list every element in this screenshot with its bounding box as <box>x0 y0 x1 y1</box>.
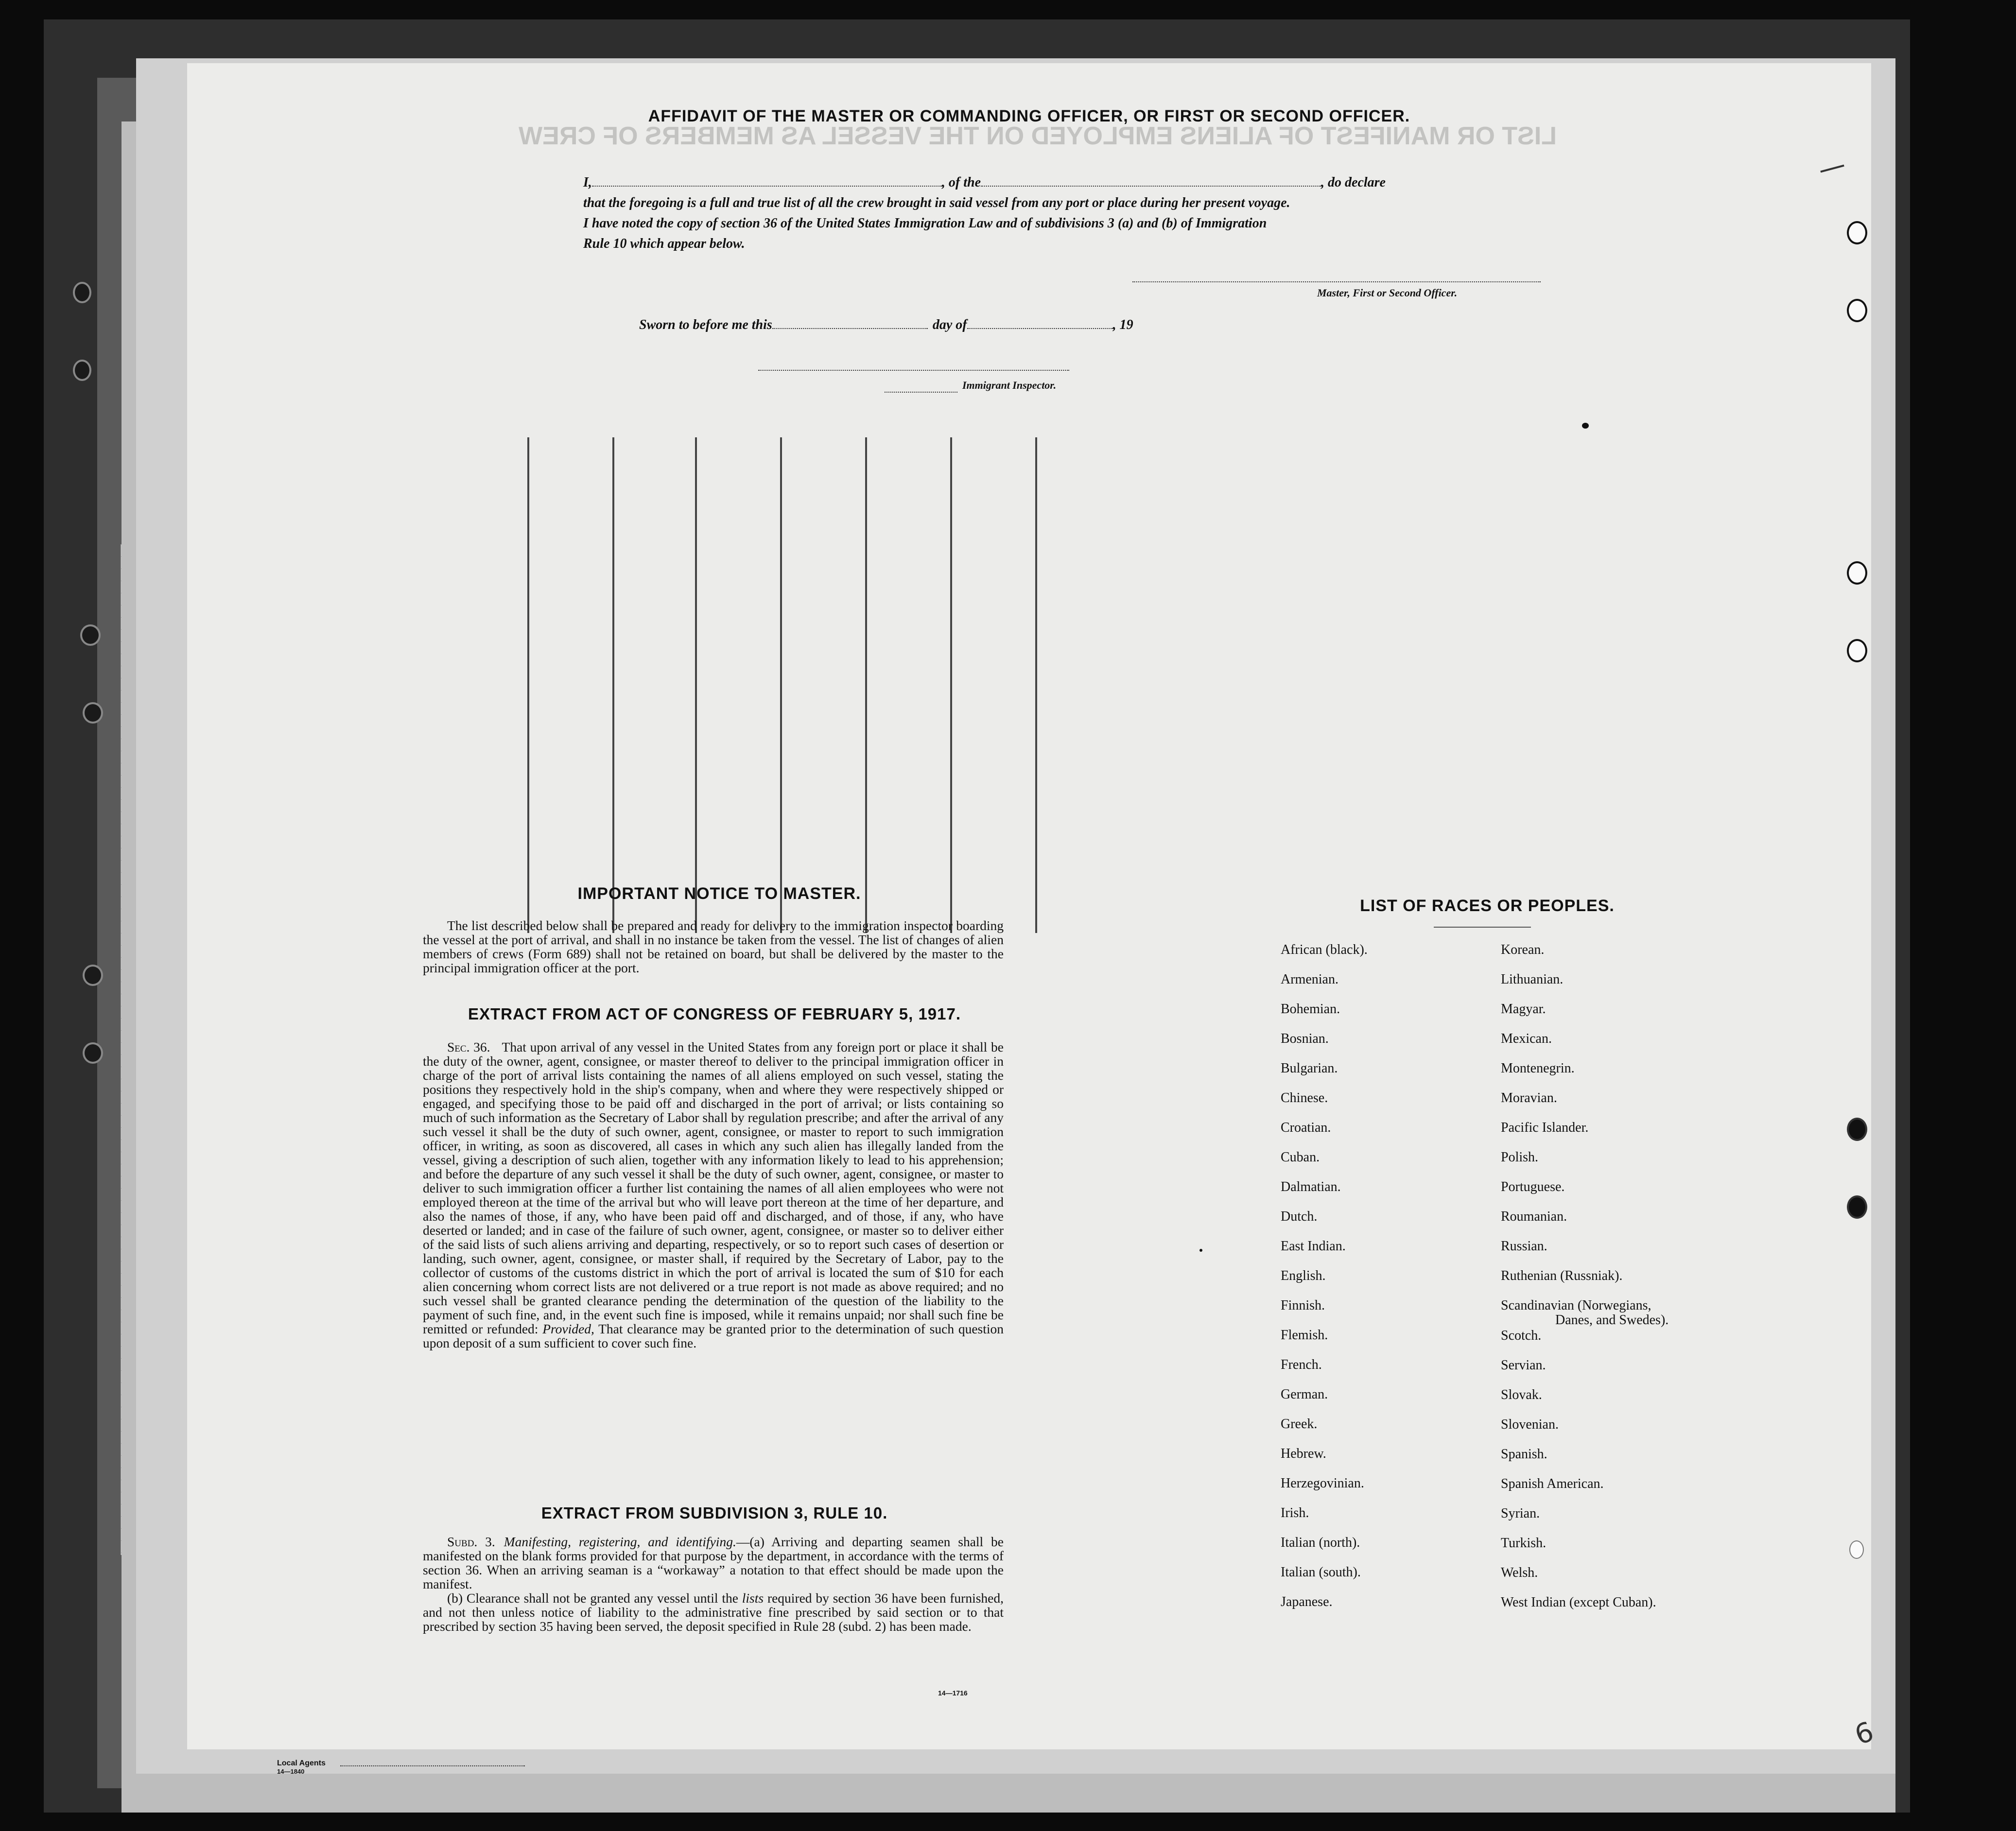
race-item: Slovak. <box>1501 1387 1542 1402</box>
inspector-signature-line-2[interactable] <box>885 391 957 393</box>
extract-rule-text <box>423 1535 1004 1633</box>
ink-speck <box>1199 1249 1202 1252</box>
subd-para-b-end: required by section 36 have been furnished, and not then unless notice of liability to the administrative fine prescribed by said section or to that prescribed by section 35 having been served, the deposit specified in Rule 28 (subd. 2) has been made. <box>423 1590 1004 1634</box>
punch-hole <box>1847 639 1867 662</box>
affidavit-line-3: I have noted the copy of section 36 of the United States Immigration Law and of subdivisions 3 (a) and (b) of Immigration <box>583 216 1267 231</box>
subd-para-b-start: (b) Clearance shall not be granted any vessel until the <box>447 1590 738 1606</box>
table-rule <box>527 437 529 933</box>
table-rule <box>612 437 614 933</box>
affidavit-i: I, <box>583 175 592 190</box>
race-item: Turkish. <box>1501 1536 1547 1551</box>
table-rule <box>695 437 697 933</box>
race-item: Ruthenian (Russniak). <box>1501 1268 1623 1283</box>
race-item: Portuguese. <box>1501 1179 1565 1194</box>
subd-heading: Manifesting, registering, and identifying. <box>504 1534 736 1549</box>
race-item: Flemish. <box>1281 1328 1328 1343</box>
race-item: Hebrew. <box>1281 1446 1326 1461</box>
extract-act-title: EXTRACT FROM ACT OF CONGRESS OF FEBRUARY 5, 1917. <box>468 1005 961 1023</box>
binder-ring-hole <box>80 624 101 646</box>
race-item: East Indian. <box>1281 1239 1346 1254</box>
punch-hole <box>1849 1540 1864 1559</box>
race-item: French. <box>1281 1357 1322 1372</box>
race-item: Croatian. <box>1281 1120 1331 1135</box>
vessel-blank[interactable] <box>981 186 1321 187</box>
name-blank[interactable] <box>592 186 942 187</box>
sworn-year: , 19 <box>1112 317 1133 332</box>
extract-act-text <box>423 1040 1004 1350</box>
sworn-text: Sworn to before me this <box>639 317 772 332</box>
inspector-signature-line[interactable] <box>758 369 1069 371</box>
race-item: Cuban. <box>1281 1150 1320 1165</box>
race-item: Polish. <box>1501 1150 1539 1165</box>
master-signature-label: Master, First or Second Officer. <box>1317 287 1458 299</box>
race-item: Scotch. <box>1501 1328 1542 1343</box>
races-title: LIST OF RACES OR PEOPLES. <box>1360 897 1615 915</box>
punch-hole <box>1847 1118 1867 1141</box>
punch-hole <box>1847 1195 1867 1219</box>
form-number: 14—1716 <box>938 1689 968 1697</box>
race-item: Slovenian. <box>1501 1417 1559 1432</box>
race-item: Herzegovinian. <box>1281 1476 1364 1491</box>
race-item: Scandinavian (Norwegians, <box>1501 1298 1651 1313</box>
notice-text <box>423 918 1004 975</box>
race-item: Bulgarian. <box>1281 1061 1338 1076</box>
punch-hole <box>1847 299 1867 322</box>
table-rule <box>780 437 782 933</box>
table-rule <box>865 437 867 933</box>
race-item: Japanese. <box>1281 1594 1333 1609</box>
table-rule <box>950 437 952 933</box>
sworn-month-blank[interactable] <box>967 328 1113 329</box>
affidavit-line-2: that the foregoing is a full and true list of all the crew brought in said vessel from any port or place during her present voyage. <box>583 195 1290 210</box>
sec-label: Sec. 36. <box>447 1039 490 1054</box>
inspector-signature-label: Immigrant Inspector. <box>962 379 1057 391</box>
local-agents-line <box>340 1765 525 1766</box>
race-item: Syrian. <box>1501 1506 1540 1521</box>
race-item: Dutch. <box>1281 1209 1318 1224</box>
race-item: Moravian. <box>1501 1090 1557 1106</box>
ink-speck <box>1582 423 1589 429</box>
local-agents-label: Local Agents <box>277 1759 326 1767</box>
sworn-line <box>639 315 1271 335</box>
binder-ring-hole <box>83 965 103 986</box>
race-item: Armenian. <box>1281 972 1338 987</box>
race-item: Lithuanian. <box>1501 972 1564 987</box>
binder-ring-hole <box>83 1042 103 1064</box>
race-item: Mexican. <box>1501 1031 1552 1046</box>
race-item: Korean. <box>1501 942 1545 957</box>
sworn-day-blank[interactable] <box>772 328 928 329</box>
race-item: Italian (north). <box>1281 1535 1360 1550</box>
race-item: Russian. <box>1501 1239 1547 1254</box>
sworn-day-of: day of <box>932 317 967 332</box>
punch-hole <box>1847 561 1867 585</box>
subd-lists-word: lists <box>742 1590 764 1606</box>
provided-word: Provided, <box>542 1321 594 1336</box>
race-item: Spanish. <box>1501 1447 1547 1462</box>
race-item: Bosnian. <box>1281 1031 1329 1046</box>
extract-rule-title: EXTRACT FROM SUBDIVISION 3, RULE 10. <box>541 1504 888 1522</box>
race-item: Chinese. <box>1281 1090 1328 1106</box>
race-item: Greek. <box>1281 1416 1318 1432</box>
notice-paragraph: The list described below shall be prepared and ready for delivery to the immigration inspector boarding the vessel at the port of arrival, and shall in no instance be taken from the vessel. The list of changes of alien members of crews (Form 689) shall not be retained on board, but shall be delivered by the master to the principal immigration officer at the port. <box>423 918 1004 975</box>
race-item: West Indian (except Cuban). <box>1501 1595 1656 1610</box>
race-item: German. <box>1281 1387 1328 1402</box>
race-item: Italian (south). <box>1281 1565 1361 1580</box>
bleed-through-header: LIST OR MANIFEST OF ALIENS EMPLOYED ON THE VESSEL AS MEMBERS OF CREW <box>519 122 1557 150</box>
races-title-rule <box>1434 927 1531 928</box>
subd-label: Subd. 3. <box>447 1534 495 1549</box>
race-item: English. <box>1281 1268 1326 1283</box>
affidavit-of-the: , of the <box>941 175 981 190</box>
race-item: Dalmatian. <box>1281 1179 1341 1194</box>
binder-ring-hole <box>83 702 103 724</box>
local-agents-code: 14—1840 <box>277 1768 305 1775</box>
race-item: Pacific Islander. <box>1501 1120 1589 1135</box>
master-signature-line[interactable] <box>1132 281 1541 282</box>
race-item: Spanish American. <box>1501 1476 1604 1491</box>
sec-36-text: That upon arrival of any vessel in the United States from any foreign port or place it shall be the duty of the owner, agent, consignee, or master thereof to deliver to the principal immigration officer in charge of the port of arrival lists containing the names of all aliens employed on such vessel, stating the positions they respectively hold in the ship's company, when and where they were respectively shipped or engaged, and specifying those to be paid off and discharged in the port of arrival; or lists containing so much of such information as the Secretary of Labor shall by regulation prescribe; and after the arrival of any such vessel it shall be the duty of such owner, agent, consignee, or master to report to such immigration officer, in writing, as soon as discovered, all cases in which any such alien has illegally landed from the vessel, giving a description of such alien, together with any information likely to lead to his apprehension; and before the departure of any such vessel it shall be the duty of such owner, agent, consignee, or master to deliver to such immigration officer a further list containing the names of all alien employees who were not employed thereon at the time of the arrival but who will leave port thereon at the time of her departure, and also the names of those, if any, who have been paid off and discharged, and of those, if any, who have deserted or landed; and in case of the failure of such owner, agent, consignee, or master so to deliver either of the said lists of such aliens arriving and departing, respectively, or so to report such cases of desertion or landing, such owner, agent, consignee, or master shall, if required by the Secretary of Labor, pay to the collector of customs of the customs district in which the port of arrival is located the sum of $10 for each alien concerning whom correct lists are not delivered or a true report is not made as above required; and no such vessel shall be granted clearance pending the determination of the question of the liability to the payment of such fine, and, in the event such fine is imposed, while it remains unpaid; nor shall such fine be remitted or refunded: <box>423 1039 1004 1336</box>
affidavit-line-1 <box>583 173 1555 193</box>
affidavit-line-4: Rule 10 which appear below. <box>583 236 745 251</box>
notice-title: IMPORTANT NOTICE TO MASTER. <box>577 884 861 903</box>
subd-para-a: —(a) Arriving and departing seamen shall be manifested on the blank forms provided for that purpose by the department, in accordance with the terms of section 36. When an arriving seaman is a “workaway” a notation to that effect should be made upon the manifest. <box>423 1534 1004 1591</box>
race-item: African (black). <box>1281 942 1368 957</box>
handwritten-page-number: 6 <box>1850 1715 1878 1752</box>
affidavit-title: AFFIDAVIT OF THE MASTER OR COMMANDING OFFICER, OR FIRST OR SECOND OFFICER. <box>648 107 1410 125</box>
race-item: Welsh. <box>1501 1565 1538 1580</box>
race-item: Montenegrin. <box>1501 1061 1575 1076</box>
race-item: Irish. <box>1281 1505 1309 1520</box>
binder-ring-hole <box>73 282 91 303</box>
race-item: Finnish. <box>1281 1298 1325 1313</box>
binder-ring-hole <box>73 360 91 381</box>
race-item: Bohemian. <box>1281 1002 1340 1017</box>
sec-36-text-end: That clearance may be granted prior to the determination of such question upon deposit of a sum sufficient to cover such fine. <box>423 1321 1004 1350</box>
race-item: Danes, and Swedes). <box>1555 1313 1669 1328</box>
race-item: Magyar. <box>1501 1002 1546 1017</box>
affidavit-declare: , do declare <box>1321 175 1386 190</box>
race-item: Roumanian. <box>1501 1209 1567 1224</box>
table-rule <box>1035 437 1037 933</box>
punch-hole <box>1847 221 1867 244</box>
race-item: Servian. <box>1501 1358 1546 1373</box>
